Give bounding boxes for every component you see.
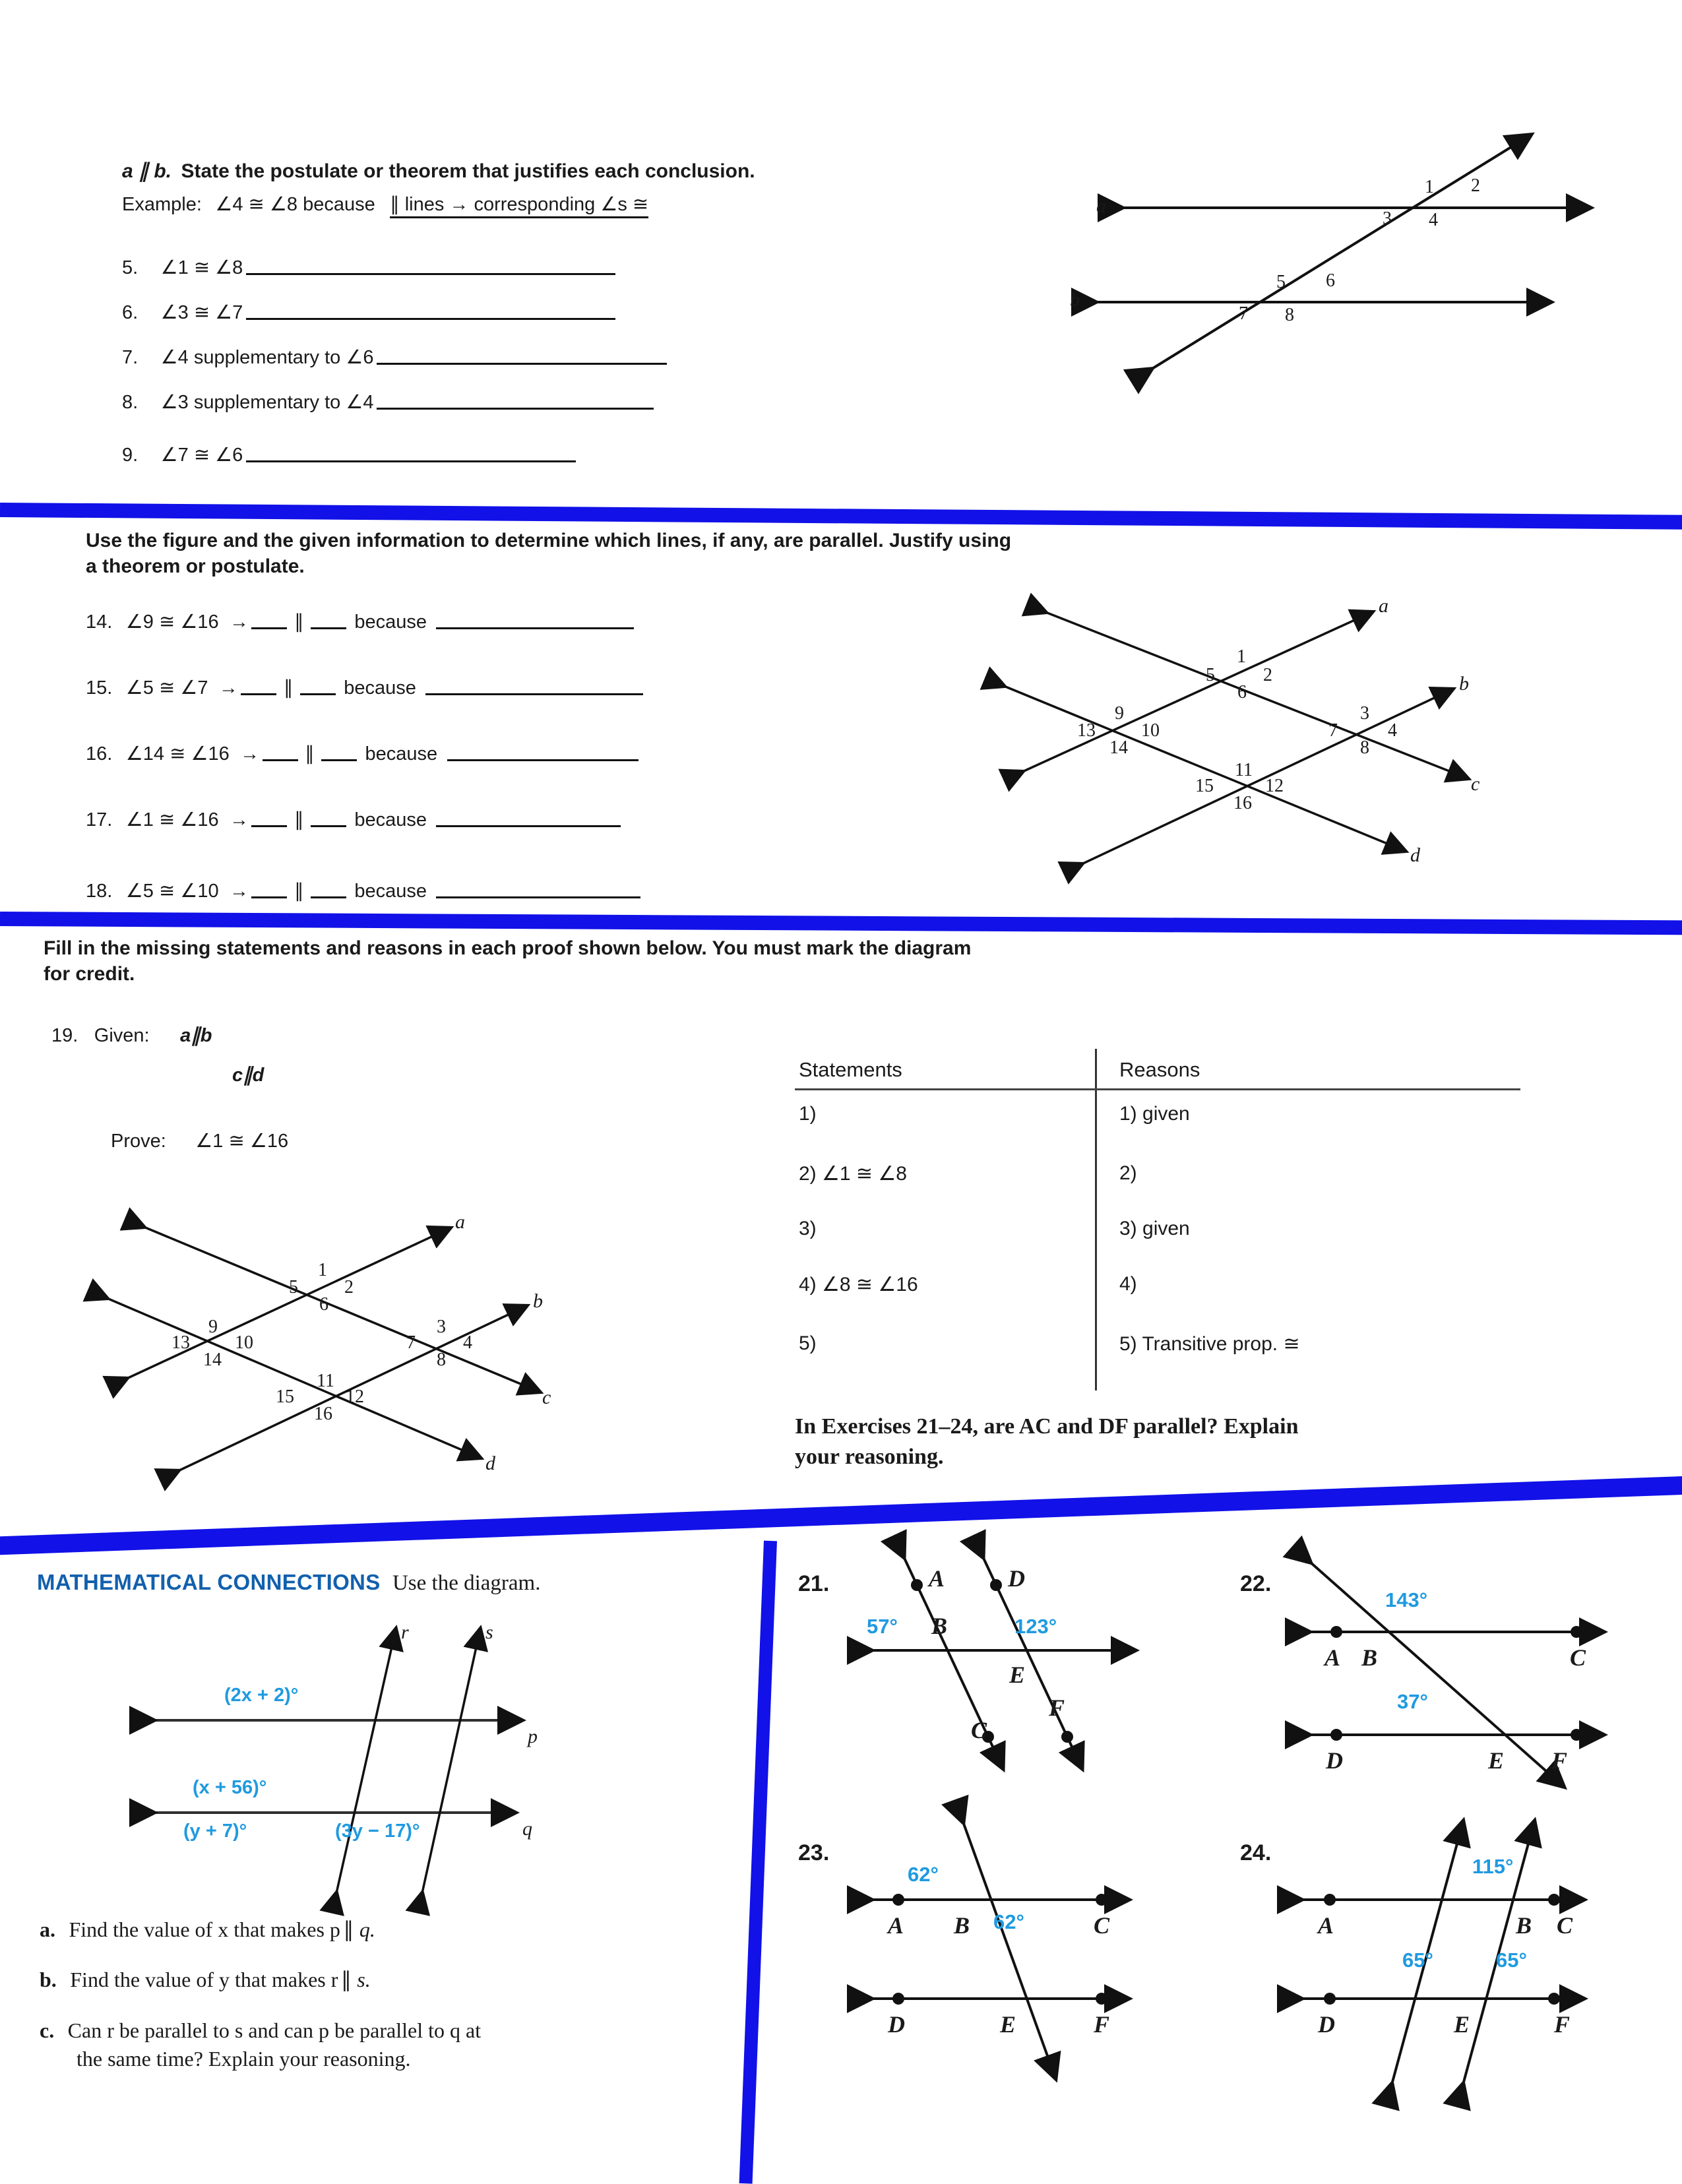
proof-statement-5: 5) xyxy=(799,1332,817,1354)
angle-62-lower: 62° xyxy=(993,1910,1024,1933)
section1-item-8 xyxy=(122,390,654,414)
point-C-dot xyxy=(1571,1626,1582,1638)
angle-label-2: 2 xyxy=(1471,175,1480,196)
prove-statement: ∠1 ≅ ∠16 xyxy=(195,1131,289,1152)
parallel-glyph: ∥ xyxy=(340,1968,352,1991)
mc-part-a xyxy=(40,1917,739,1942)
arrow-glyph: → xyxy=(218,677,238,699)
point-F-dot xyxy=(1548,1993,1560,2005)
example-label: Example: xyxy=(122,194,202,215)
part-text-after: the same time? Explain your reasoning. xyxy=(77,2047,411,2071)
exercises-intro xyxy=(795,1412,1619,1472)
point-label-E: E xyxy=(1009,1662,1026,1688)
answer-blank-9[interactable] xyxy=(246,449,576,462)
section1-heading-given: a ∥ b. xyxy=(122,160,172,182)
line-q-label: q xyxy=(522,1818,532,1840)
point-label-C: C xyxy=(1094,1912,1110,1939)
part-text: Can r be parallel to s and can p be parallel to q at xyxy=(67,2018,482,2042)
item-text: ∠4 supplementary to ∠6 xyxy=(160,347,374,368)
section2-item-16 xyxy=(86,742,639,766)
point-label-A: A xyxy=(929,1565,945,1592)
section2-heading-line1: Use the figure and the given information to determine which lines, if any, are parallel. Justify using xyxy=(86,530,1012,551)
item-number: 15. xyxy=(86,677,113,699)
point-A-dot xyxy=(892,1894,904,1906)
parallel-glyph: ∥ xyxy=(294,611,304,633)
example-answer: ∥ lines → corresponding ∠s ≅ xyxy=(390,194,648,218)
line-r xyxy=(336,1629,396,1893)
reason-blank-18[interactable] xyxy=(436,885,640,898)
angle-label-8: 8 xyxy=(1360,737,1369,758)
mc-part-c xyxy=(40,2018,752,2071)
point-label-A: A xyxy=(888,1912,904,1939)
section2-item-17 xyxy=(86,808,621,832)
angle-label-13: 13 xyxy=(171,1332,190,1353)
point-F-dot xyxy=(1061,1731,1073,1743)
line-blank-b-17[interactable] xyxy=(311,815,346,827)
point-D-dot xyxy=(1330,1729,1342,1741)
item-number: 9. xyxy=(122,445,139,466)
section1-heading-text: State the postulate or theorem that justifies each conclusion. xyxy=(181,160,755,182)
parallel-glyph: ∥ xyxy=(283,677,294,699)
point-label-D: D xyxy=(888,2011,905,2038)
proof-statement-4: 4) ∠8 ≅ ∠16 xyxy=(799,1274,918,1295)
given-statement-2-row xyxy=(232,1063,264,1087)
proof-col2-header: Reasons xyxy=(1119,1058,1200,1081)
point-D-dot xyxy=(1324,1993,1336,2005)
point-label-B: B xyxy=(1361,1644,1378,1671)
reason-blank-15[interactable] xyxy=(425,682,643,695)
section1-heading xyxy=(122,158,1059,184)
line-p-label: p xyxy=(528,1726,538,1747)
item-text: ∠3 supplementary to ∠4 xyxy=(160,392,374,413)
angle-label-14: 14 xyxy=(203,1350,222,1370)
line-c-label: c xyxy=(542,1387,551,1408)
line-blank-b-14[interactable] xyxy=(311,617,346,629)
angle-label-2: 2 xyxy=(344,1277,354,1297)
angle-label-7: 7 xyxy=(406,1332,416,1353)
point-D-dot xyxy=(990,1579,1002,1591)
parallel-glyph: ∥ xyxy=(294,809,304,830)
point-label-D: D xyxy=(1318,2011,1335,2038)
angle-label-12: 12 xyxy=(1265,776,1284,796)
angle-3y17: (3y − 17)° xyxy=(335,1821,420,1842)
point-label-D: D xyxy=(1326,1747,1343,1774)
angle-label-5: 5 xyxy=(1276,272,1286,292)
item-number: 7. xyxy=(122,347,139,368)
line-blank-a-16[interactable] xyxy=(263,749,298,761)
point-A-dot xyxy=(911,1579,923,1591)
exercises-intro-line2: your reasoning. xyxy=(795,1444,944,1469)
line-a-label: a xyxy=(455,1211,465,1233)
section3-heading-line2: for credit. xyxy=(44,963,135,985)
proof-reason-4: 4) xyxy=(1119,1273,1137,1295)
exercise-23-figure xyxy=(857,1807,1214,2091)
item-number: 5. xyxy=(122,257,139,278)
point-label-A: A xyxy=(1324,1644,1341,1671)
line-a-label: a xyxy=(1379,595,1388,617)
angle-2x2: (2x + 2)° xyxy=(224,1685,299,1706)
line-s-label: s xyxy=(485,1621,493,1643)
point-label-F: F xyxy=(1094,2011,1110,2038)
item-given: ∠1 ≅ ∠16 xyxy=(125,809,219,830)
because-word: because xyxy=(365,743,438,764)
section3-heading-line1: Fill in the missing statements and reasons in each proof shown below. You must mark the diagram xyxy=(44,937,972,959)
line-c xyxy=(1045,612,1468,778)
arrow-glyph: → xyxy=(240,743,260,764)
parallel-glyph: ∥ xyxy=(294,881,304,902)
angle-label-7: 7 xyxy=(1328,720,1338,741)
proof-column-divider xyxy=(1095,1049,1097,1390)
section1-item-9 xyxy=(122,443,576,467)
answer-blank-8[interactable] xyxy=(377,396,654,410)
angle-label-16: 16 xyxy=(1233,793,1252,813)
item-given: ∠14 ≅ ∠16 xyxy=(125,743,230,764)
point-F-dot xyxy=(1571,1729,1582,1741)
angle-65-right: 65° xyxy=(1496,1949,1527,1972)
angle-label-4: 4 xyxy=(463,1332,472,1353)
angle-label-1: 1 xyxy=(1237,646,1246,667)
line-b-label: b xyxy=(533,1290,543,1312)
angle-label-1: 1 xyxy=(318,1260,327,1280)
section-divider-2 xyxy=(0,912,1682,935)
item-number: 6. xyxy=(122,302,139,323)
section1-item-6 xyxy=(122,301,615,325)
section-divider-1 xyxy=(0,503,1682,530)
part-text: Find the value of y that makes r xyxy=(70,1968,338,1991)
point-label-C: C xyxy=(971,1717,987,1743)
item-number: 17. xyxy=(86,809,113,830)
arrow-glyph: → xyxy=(230,881,249,902)
because-word: because xyxy=(354,881,427,902)
because-word: because xyxy=(344,677,416,699)
prove-row xyxy=(111,1129,288,1153)
point-label-A: A xyxy=(1318,1912,1334,1939)
given-statement-1: a∥b xyxy=(180,1025,212,1046)
angle-label-2: 2 xyxy=(1263,665,1272,685)
section1-item-7 xyxy=(122,346,667,369)
angle-label-1: 1 xyxy=(1425,177,1434,197)
part-text-after: s. xyxy=(357,1968,371,1991)
point-label-D: D xyxy=(1008,1565,1025,1592)
point-label-E: E xyxy=(1000,2011,1016,2038)
angle-label-4: 4 xyxy=(1429,210,1438,230)
answer-blank-5[interactable] xyxy=(246,262,615,275)
point-label-E: E xyxy=(1454,2011,1470,2038)
line-blank-a-15[interactable] xyxy=(241,683,276,695)
answer-blank-6[interactable] xyxy=(246,307,615,320)
proof-reason-1: 1) given xyxy=(1119,1103,1190,1125)
angle-label-5: 5 xyxy=(1206,665,1215,685)
item-number: 8. xyxy=(122,392,139,413)
point-label-C: C xyxy=(1557,1912,1573,1939)
angle-label-13: 13 xyxy=(1077,720,1096,741)
angle-label-15: 15 xyxy=(276,1387,294,1407)
angle-label-9: 9 xyxy=(1115,703,1124,724)
angle-143: 143° xyxy=(1385,1588,1428,1611)
parallel-glyph: ∥ xyxy=(343,1918,354,1941)
proof-header-rule xyxy=(795,1088,1520,1090)
arrow-glyph: → xyxy=(230,611,249,633)
exercise-24-figure xyxy=(1286,1807,1656,2091)
angle-label-6: 6 xyxy=(1326,270,1335,291)
proof-col1-header: Statements xyxy=(799,1058,902,1081)
angle-123: 123° xyxy=(1014,1615,1057,1638)
proof-statement-1: 1) xyxy=(799,1103,817,1125)
exercise-24-number: 24. xyxy=(1240,1840,1272,1865)
exercise-21-number: 21. xyxy=(798,1571,830,1596)
line-d-label: d xyxy=(1410,844,1420,866)
exercise-22-number: 22. xyxy=(1240,1571,1272,1596)
angle-label-3: 3 xyxy=(1360,703,1369,724)
point-label-F: F xyxy=(1554,2011,1571,2038)
angle-37: 37° xyxy=(1397,1690,1428,1713)
problem-19 xyxy=(51,1024,212,1047)
section1-item-5 xyxy=(122,256,615,280)
point-C-dot xyxy=(1096,1894,1107,1906)
line-blank-a-17[interactable] xyxy=(251,815,287,827)
parallel-glyph: ∥ xyxy=(305,743,315,764)
item-given: ∠9 ≅ ∠16 xyxy=(125,611,219,633)
section1-example-row xyxy=(122,193,648,216)
line-b-label: b xyxy=(1070,289,1080,311)
part-letter: a. xyxy=(40,1918,55,1941)
mc-figure xyxy=(132,1603,712,1906)
item-text: ∠7 ≅ ∠6 xyxy=(160,445,243,466)
line-b-label: b xyxy=(1459,673,1469,695)
line-a-label: a xyxy=(1096,195,1106,217)
angle-label-8: 8 xyxy=(1285,305,1294,325)
section2-item-14 xyxy=(86,610,634,634)
section2-heading-line2: a theorem or postulate. xyxy=(86,555,305,577)
angle-x56: (x + 56)° xyxy=(193,1777,267,1798)
angle-label-3: 3 xyxy=(437,1317,446,1337)
section3-figure xyxy=(99,1194,646,1511)
line-d-label: d xyxy=(485,1452,495,1474)
angle-label-5: 5 xyxy=(289,1277,298,1297)
angle-62-upper: 62° xyxy=(908,1863,939,1886)
point-C-dot xyxy=(1548,1894,1560,1906)
transversal xyxy=(963,1822,1055,2078)
angle-y7: (y + 7)° xyxy=(183,1821,247,1842)
item-given: ∠5 ≅ ∠10 xyxy=(125,881,219,902)
item-text: ∠1 ≅ ∠8 xyxy=(160,257,243,278)
line-blank-b-15[interactable] xyxy=(300,683,336,695)
angle-label-12: 12 xyxy=(346,1387,364,1407)
item-number: 18. xyxy=(86,881,113,902)
line-d xyxy=(107,1298,480,1458)
point-D-dot xyxy=(892,1993,904,2005)
angle-label-15: 15 xyxy=(1195,776,1214,796)
angle-57: 57° xyxy=(867,1615,898,1638)
point-label-C: C xyxy=(1570,1644,1586,1671)
point-A-dot xyxy=(1324,1894,1336,1906)
exercise-22-figure xyxy=(1293,1544,1649,1794)
angle-label-9: 9 xyxy=(208,1317,218,1337)
angle-label-4: 4 xyxy=(1388,720,1397,741)
angle-label-3: 3 xyxy=(1383,208,1392,229)
reason-blank-14[interactable] xyxy=(436,616,634,629)
item-text: ∠3 ≅ ∠7 xyxy=(160,302,243,323)
arrow-glyph: → xyxy=(230,809,249,830)
line-r-label: r xyxy=(401,1621,409,1643)
point-label-B: B xyxy=(1516,1912,1532,1939)
point-label-F: F xyxy=(1551,1747,1568,1774)
line-s xyxy=(422,1629,480,1893)
part-letter: c. xyxy=(40,2018,55,2042)
mc-subtitle: Use the diagram. xyxy=(392,1571,541,1595)
prove-label: Prove: xyxy=(111,1131,166,1152)
angle-label-11: 11 xyxy=(1235,760,1253,780)
example-statement: ∠4 ≅ ∠8 because xyxy=(215,194,375,215)
proof-table xyxy=(795,1049,1586,1398)
angle-label-6: 6 xyxy=(319,1294,328,1315)
transversal xyxy=(1151,135,1530,369)
angle-label-16: 16 xyxy=(314,1404,332,1424)
line-blank-a-14[interactable] xyxy=(251,617,287,629)
section2-heading xyxy=(86,528,1603,579)
point-label-B: B xyxy=(954,1912,970,1939)
item-number: 14. xyxy=(86,611,113,633)
reason-blank-17[interactable] xyxy=(436,814,621,827)
given-label: Given: xyxy=(94,1025,150,1046)
line-c-label: c xyxy=(1471,773,1480,795)
section3-heading xyxy=(44,935,1627,987)
angle-label-11: 11 xyxy=(317,1371,334,1391)
mc-title: MATHEMATICAL CONNECTIONS xyxy=(37,1570,381,1594)
line-blank-b-18[interactable] xyxy=(311,886,346,898)
because-word: because xyxy=(354,809,427,830)
angle-label-7: 7 xyxy=(1239,303,1248,324)
part-text-after: q. xyxy=(359,1918,375,1941)
mc-part-b xyxy=(40,1967,739,1992)
answer-blank-7[interactable] xyxy=(377,352,667,365)
line-blank-b-16[interactable] xyxy=(321,749,357,761)
proof-statement-2: 2) ∠1 ≅ ∠8 xyxy=(799,1163,907,1185)
point-A-dot xyxy=(1330,1626,1342,1638)
angle-65-left: 65° xyxy=(1402,1949,1433,1972)
exercise-21-figure xyxy=(851,1544,1194,1794)
line-a xyxy=(127,1228,450,1379)
proof-reason-3: 3) given xyxy=(1119,1218,1190,1239)
point-F-dot xyxy=(1096,1993,1107,2005)
angle-label-14: 14 xyxy=(1109,737,1128,758)
part-letter: b. xyxy=(40,1968,57,1991)
exercise-23-number: 23. xyxy=(798,1840,830,1865)
point-label-F: F xyxy=(1049,1695,1065,1721)
given-statement-2: c∥d xyxy=(232,1065,265,1086)
problem-number: 19. xyxy=(51,1025,78,1046)
section2-item-18 xyxy=(86,879,640,903)
angle-label-10: 10 xyxy=(1141,720,1160,741)
part-text: Find the value of x that makes p xyxy=(69,1918,340,1941)
section2-item-15 xyxy=(86,676,643,700)
angle-label-6: 6 xyxy=(1237,682,1247,702)
point-label-B: B xyxy=(931,1613,948,1639)
point-label-E: E xyxy=(1488,1747,1505,1774)
angle-115: 115° xyxy=(1472,1855,1514,1878)
because-word: because xyxy=(354,611,427,633)
mathematical-connections-heading xyxy=(37,1570,540,1596)
proof-statement-3: 3) xyxy=(799,1218,817,1239)
reason-blank-16[interactable] xyxy=(447,748,639,761)
angle-label-8: 8 xyxy=(437,1350,446,1370)
item-number: 16. xyxy=(86,743,113,764)
section1-figure xyxy=(1049,112,1669,376)
angle-label-10: 10 xyxy=(235,1332,253,1353)
line-d xyxy=(1004,686,1405,851)
proof-reason-5: 5) Transitive prop. ≅ xyxy=(1119,1333,1300,1355)
transversal xyxy=(1310,1562,1563,1786)
proof-reason-2: 2) xyxy=(1119,1162,1137,1184)
item-given: ∠5 ≅ ∠7 xyxy=(125,677,208,699)
column-divider-vertical xyxy=(739,1541,777,2184)
line-blank-a-18[interactable] xyxy=(251,886,287,898)
section2-figure xyxy=(983,580,1649,910)
exercises-intro-line1: In Exercises 21–24, are AC and DF parallel? Explain xyxy=(795,1414,1299,1439)
line-a xyxy=(1022,612,1372,772)
